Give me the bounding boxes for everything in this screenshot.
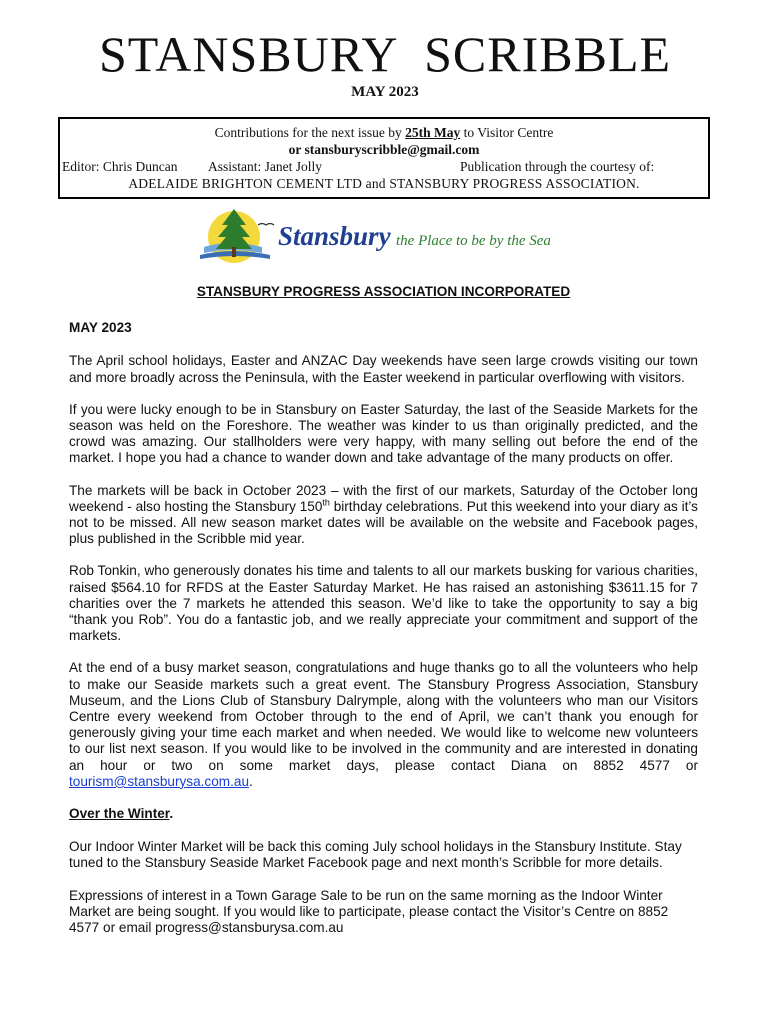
contact-email: or stansburyscribble@gmail.com: [288, 142, 480, 157]
article-heading: STANSBURY PROGRESS ASSOCIATION INCORPORATED: [196, 284, 571, 299]
volunteers-end: .: [249, 773, 253, 789]
newsletter-title: STANSBURY SCRIBBLE: [98, 26, 672, 82]
paragraph-rob-tonkin: Rob Tonkin, who generously donates his time and talents to all our markets busking for various charities, raised $564.10 for RFDS at the Easter Saturday Market. He has raised an astonishing $3611.15 for 7 charities over the 7 markets he attended this season. We’d like to take the opportunity to say a big “thank you Rob”. You do a fantastic job, and we really appreciate your commitment and support of the markets.: [69, 563, 698, 644]
paragraph-october-markets: [69, 483, 698, 548]
contributions-destination: to Visitor Centre: [463, 125, 554, 140]
article: [69, 284, 698, 936]
credits-line: [60, 158, 708, 175]
paragraph-volunteers: [69, 660, 698, 790]
october-text: The markets will be back in October 2023 – with the first of our markets, Saturday of the October long weekend - also hosting the Stansbury 150: [69, 482, 698, 514]
issue-date: MAY 2023: [351, 84, 419, 100]
stansbury-logo: [200, 203, 570, 269]
article-date: MAY 2023: [69, 320, 132, 336]
winter-heading-line: [69, 806, 698, 822]
deadline: 25th May: [405, 125, 461, 140]
volunteers-text: At the end of a busy market season, congratulations and huge thanks go to all the volunteers who help to make our Seaside markets such a great event. The Stansbury Progress Association, Stansbury Museum, and the Lions Club of Stansbury Dalrymple, along with the volunteers who man our Visitors Centre every weekend from October through to the end of April, we can’t thank you enough for generously giving your time each market and when needed. We would like to welcome new volunteers to our list next season. If you would like to be involved in the community and are interested in donating an hour or two on some market days, please contact Diana on 8852 4577 or: [69, 660, 698, 773]
contributions-text: Contributions for the next issue by: [214, 125, 402, 140]
logo-tagline: the Place to be by the Sea: [396, 233, 551, 249]
publication-credit: Publication through the courtesy of:: [460, 159, 655, 174]
paragraph-easter-market: If you were lucky enough to be in Stansbury on Easter Saturday, the last of the Seaside Markets for the season was held on the Foreshore. The weather was kinder to us than originally predicted, and the crowd was amazing. Our stallholders were very happy, with many selling out before the end of the market. I hope you had a chance to wander down and take advantage of the many products on offer.: [69, 401, 698, 466]
winter-heading: Over the Winter: [69, 806, 170, 822]
paragraph-winter-market: Our Indoor Winter Market will be back this coming July school holidays in the Stansbury Institute. Stay tuned to the Stansbury Seaside Market Facebook page and next month’s Scribble for more details.: [69, 839, 682, 871]
contributions-line: [60, 124, 708, 141]
sponsors: ADELAIDE BRIGHTON CEMENT LTD and STANSBURY PROGRESS ASSOCIATION.: [128, 176, 640, 191]
assistant: Assistant: Janet Jolly: [208, 159, 322, 174]
logo-name: Stansbury: [278, 221, 391, 251]
tree-emblem-icon: [200, 209, 274, 263]
paragraph-garage-sale: Expressions of interest in a Town Garage Sale to be run on the same morning as the Indoor Winter Market are being sought. If you would like to participate, please contact the Visitor’s Centre on 8852 4577 or email progress@stansburysa.com.au: [69, 887, 669, 936]
october-text-cont: birthday celebrations. Put this weekend into your diary as it’s not to be missed. All new season market dates will be available on the website and Facebook pages, plus published in the Scribble mid year.: [69, 498, 698, 547]
tourism-email-link[interactable]: tourism@stansburysa.com.au: [69, 773, 250, 789]
ordinal-suffix: th: [322, 497, 330, 508]
paragraph-holidays: The April school holidays, Easter and ANZAC Day weekends have seen large crowds visiting our town and more broadly across the Peninsula, with the Easter weekend in particular overflowing with visitors.: [69, 353, 698, 385]
editor: Editor: Chris Duncan: [62, 159, 178, 174]
winter-heading-period: .: [169, 806, 174, 822]
contributions-box: [58, 117, 710, 199]
